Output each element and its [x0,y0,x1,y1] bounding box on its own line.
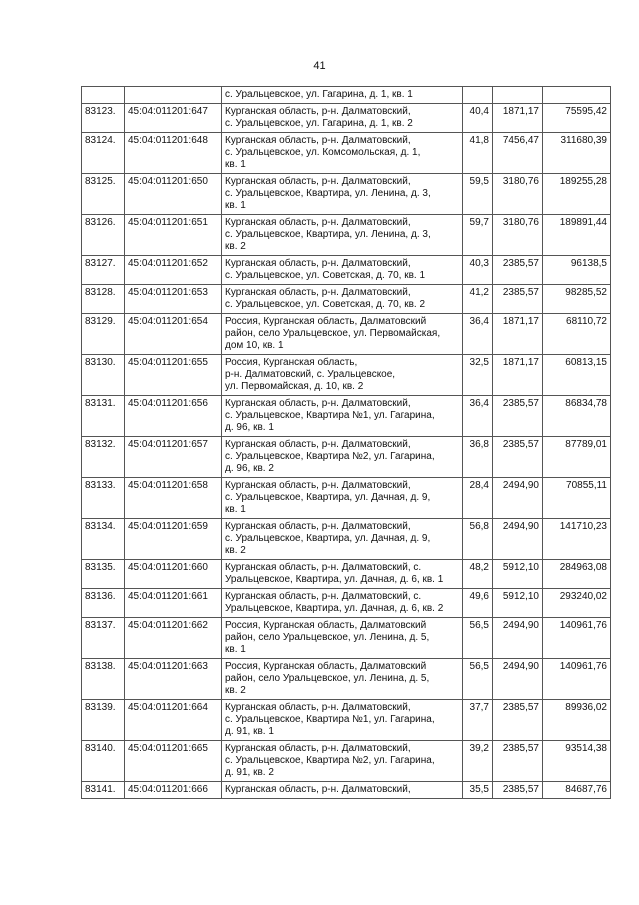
address-cell: Курганская область, р-н. Далматовский, с. Уральцевское, ул. Советская, д. 70, кв. 1 [222,256,463,285]
price-per-sqm-cell: 2385,57 [493,437,543,478]
cadastral-value-cell: 87789,01 [543,437,611,478]
cadastral-value-cell: 189255,28 [543,174,611,215]
cadastral-value-cell: 311680,39 [543,133,611,174]
table-row [82,589,611,618]
table-row [82,741,611,782]
table-row [82,618,611,659]
row-number-cell [82,87,125,104]
cadastral-number-cell: 45:04:011201:647 [125,104,222,133]
cadastral-number-cell: 45:04:011201:661 [125,589,222,618]
cadastral-value-cell: 140961,76 [543,618,611,659]
row-number-cell: 83123. [82,104,125,133]
address-cell: Россия, Курганская область, Далматовский район, село Уральцевское, ул. Ленина, д. 5, кв. 1 [222,618,463,659]
table-row [82,659,611,700]
price-per-sqm-cell [493,87,543,104]
row-number-cell: 83134. [82,519,125,560]
row-number-cell: 83139. [82,700,125,741]
row-number-cell: 83127. [82,256,125,285]
area-cell: 39,2 [463,741,493,782]
address-cell: Россия, Курганская область, Далматовский район, село Уральцевское, ул. Ленина, д. 5, кв. 2 [222,659,463,700]
table-row [82,314,611,355]
price-per-sqm-cell: 2385,57 [493,700,543,741]
cadastral-number-cell: 45:04:011201:648 [125,133,222,174]
cadastral-value-cell: 284963,08 [543,560,611,589]
cadastral-value-cell: 75595,42 [543,104,611,133]
table-row [82,87,611,104]
address-cell: Курганская область, р-н. Далматовский, с. Уральцевское, ул. Советская, д. 70, кв. 2 [222,285,463,314]
cadastral-number-cell: 45:04:011201:663 [125,659,222,700]
area-cell: 35,5 [463,782,493,799]
row-number-cell: 83138. [82,659,125,700]
price-per-sqm-cell: 2494,90 [493,478,543,519]
row-number-cell: 83135. [82,560,125,589]
price-per-sqm-cell: 2494,90 [493,519,543,560]
cadastral-number-cell: 45:04:011201:655 [125,355,222,396]
cadastral-number-cell: 45:04:011201:657 [125,437,222,478]
page-number: 41 [313,60,326,72]
cadastral-value-cell: 141710,23 [543,519,611,560]
table-row [82,437,611,478]
cadastral-number-cell: 45:04:011201:666 [125,782,222,799]
table-row [82,700,611,741]
cadastral-number-cell: 45:04:011201:650 [125,174,222,215]
table-row [82,256,611,285]
price-per-sqm-cell: 2385,57 [493,741,543,782]
cadastral-value-cell: 84687,76 [543,782,611,799]
area-cell: 56,5 [463,618,493,659]
cadastral-value-cell: 70855,11 [543,478,611,519]
table-body [82,87,611,799]
cadastral-number-cell: 45:04:011201:654 [125,314,222,355]
cadastral-number-cell: 45:04:011201:664 [125,700,222,741]
cadastral-number-cell: 45:04:011201:653 [125,285,222,314]
cadastral-value-cell: 293240,02 [543,589,611,618]
area-cell: 56,5 [463,659,493,700]
table-row [82,519,611,560]
row-number-cell: 83125. [82,174,125,215]
price-per-sqm-cell: 5912,10 [493,560,543,589]
address-cell: Россия, Курганская область, р-н. Далматовский, с. Уральцевское, ул. Первомайская, д. 10, кв. 2 [222,355,463,396]
area-cell: 59,5 [463,174,493,215]
address-cell: Курганская область, р-н. Далматовский, с. Уральцевское, Квартира, ул. Дачная, д. 6, кв. 2 [222,589,463,618]
table-row [82,174,611,215]
table-row [82,355,611,396]
table-row [82,215,611,256]
area-cell: 41,8 [463,133,493,174]
cadastral-number-cell: 45:04:011201:652 [125,256,222,285]
area-cell: 36,8 [463,437,493,478]
area-cell: 48,2 [463,560,493,589]
table-row [82,560,611,589]
table-row [82,782,611,799]
cadastral-number-cell: 45:04:011201:660 [125,560,222,589]
address-cell: Курганская область, р-н. Далматовский, с. Уральцевское, Квартира №1, ул. Гагарина, д. 96, кв. 1 [222,396,463,437]
area-cell: 28,4 [463,478,493,519]
cadastral-number-cell: 45:04:011201:656 [125,396,222,437]
table-row [82,396,611,437]
address-cell: Курганская область, р-н. Далматовский, с. Уральцевское, Квартира, ул. Ленина, д. 3, кв. 1 [222,174,463,215]
row-number-cell: 83141. [82,782,125,799]
address-cell: Курганская область, р-н. Далматовский, с. Уральцевское, ул. Гагарина, д. 1, кв. 2 [222,104,463,133]
property-registry-table [81,86,611,799]
table-row [82,478,611,519]
cadastral-value-cell: 96138,5 [543,256,611,285]
cadastral-number-cell: 45:04:011201:658 [125,478,222,519]
price-per-sqm-cell: 1871,17 [493,104,543,133]
row-number-cell: 83129. [82,314,125,355]
area-cell: 49,6 [463,589,493,618]
cadastral-value-cell: 68110,72 [543,314,611,355]
area-cell: 41,2 [463,285,493,314]
area-cell [463,87,493,104]
row-number-cell: 83131. [82,396,125,437]
cadastral-value-cell: 189891,44 [543,215,611,256]
address-cell: Курганская область, р-н. Далматовский, с. Уральцевское, Квартира №1, ул. Гагарина, д. 91, кв. 1 [222,700,463,741]
price-per-sqm-cell: 2385,57 [493,256,543,285]
price-per-sqm-cell: 2494,90 [493,618,543,659]
price-per-sqm-cell: 2385,57 [493,396,543,437]
table-row [82,285,611,314]
area-cell: 59,7 [463,215,493,256]
table-row [82,133,611,174]
price-per-sqm-cell: 1871,17 [493,355,543,396]
area-cell: 36,4 [463,396,493,437]
price-per-sqm-cell: 5912,10 [493,589,543,618]
area-cell: 32,5 [463,355,493,396]
row-number-cell: 83124. [82,133,125,174]
cadastral-number-cell [125,87,222,104]
cadastral-number-cell: 45:04:011201:659 [125,519,222,560]
area-cell: 37,7 [463,700,493,741]
area-cell: 56,8 [463,519,493,560]
cadastral-value-cell: 98285,52 [543,285,611,314]
cadastral-value-cell: 60813,15 [543,355,611,396]
address-cell: Курганская область, р-н. Далматовский, с. Уральцевское, Квартира, ул. Дачная, д. 9, кв. 2 [222,519,463,560]
address-cell: Курганская область, р-н. Далматовский, с. Уральцевское, Квартира №2, ул. Гагарина, д. 91, кв. 2 [222,741,463,782]
cadastral-value-cell: 93514,38 [543,741,611,782]
address-cell: Курганская область, р-н. Далматовский, [222,782,463,799]
address-cell: Курганская область, р-н. Далматовский, с. Уральцевское, Квартира, ул. Дачная, д. 9, кв. 1 [222,478,463,519]
price-per-sqm-cell: 1871,17 [493,314,543,355]
address-cell: Курганская область, р-н. Далматовский, с. Уральцевское, ул. Комсомольская, д. 1, кв. 1 [222,133,463,174]
price-per-sqm-cell: 3180,76 [493,174,543,215]
row-number-cell: 83126. [82,215,125,256]
cadastral-number-cell: 45:04:011201:662 [125,618,222,659]
cadastral-number-cell: 45:04:011201:651 [125,215,222,256]
area-cell: 40,4 [463,104,493,133]
row-number-cell: 83128. [82,285,125,314]
cadastral-value-cell: 140961,76 [543,659,611,700]
row-number-cell: 83132. [82,437,125,478]
price-per-sqm-cell: 2385,57 [493,782,543,799]
address-cell: с. Уральцевское, ул. Гагарина, д. 1, кв. 1 [222,87,463,104]
address-cell: Курганская область, р-н. Далматовский, с. Уральцевское, Квартира, ул. Ленина, д. 3, кв. 2 [222,215,463,256]
row-number-cell: 83130. [82,355,125,396]
address-cell: Россия, Курганская область, Далматовский район, село Уральцевское, ул. Первомайская, дом 10, кв. 1 [222,314,463,355]
address-cell: Курганская область, р-н. Далматовский, с. Уральцевское, Квартира, ул. Дачная, д. 6, кв. 1 [222,560,463,589]
cadastral-value-cell [543,87,611,104]
row-number-cell: 83133. [82,478,125,519]
price-per-sqm-cell: 2385,57 [493,285,543,314]
price-per-sqm-cell: 2494,90 [493,659,543,700]
row-number-cell: 83140. [82,741,125,782]
cadastral-number-cell: 45:04:011201:665 [125,741,222,782]
cadastral-value-cell: 86834,78 [543,396,611,437]
area-cell: 36,4 [463,314,493,355]
row-number-cell: 83136. [82,589,125,618]
address-cell: Курганская область, р-н. Далматовский, с. Уральцевское, Квартира №2, ул. Гагарина, д. 96, кв. 2 [222,437,463,478]
price-per-sqm-cell: 3180,76 [493,215,543,256]
price-per-sqm-cell: 7456,47 [493,133,543,174]
table-row [82,104,611,133]
cadastral-value-cell: 89936,02 [543,700,611,741]
area-cell: 40,3 [463,256,493,285]
row-number-cell: 83137. [82,618,125,659]
